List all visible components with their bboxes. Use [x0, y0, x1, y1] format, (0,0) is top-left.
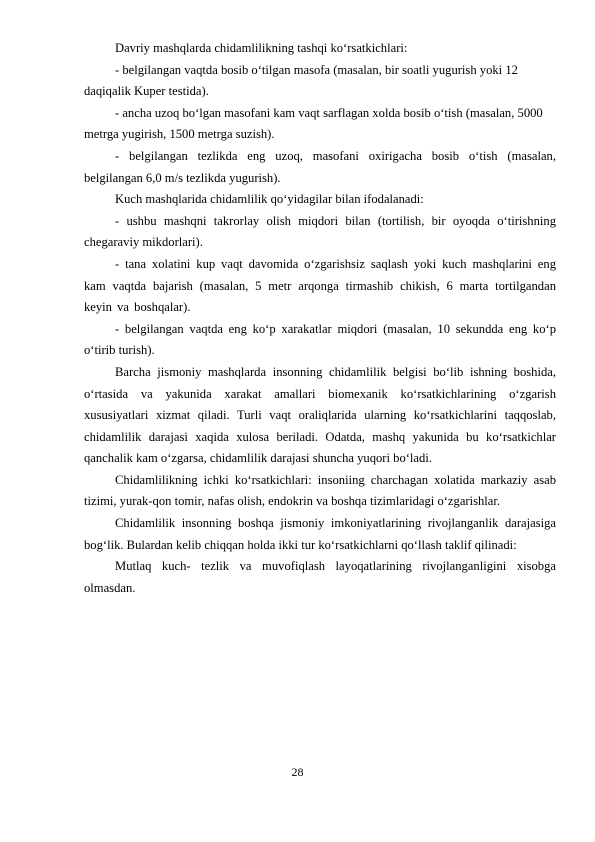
paragraph-strength-heading: Kuch mashqlarida chidamlilik qo‘yidagilar bilan ifodalanadi: — [115, 192, 424, 207]
paragraph-max-movements: - belgilangan vaqtda eng ko‘p xarakatlar miqdori (masalan, 10 sekundda eng ko‘p o‘tirib turish). — [84, 321, 556, 358]
paragraph-dependence: Chidamlilik insonning boshqa jismoniy imkoniyatlarining rivojlanganlik darajasiga bog‘lik. Bulardan kelib chiqqan holda ikki tur ko‘rsatkichlarni qo‘llash taklif qilinadi: — [84, 516, 556, 552]
paragraph-internal-indicators: Chidamlilikning ichki ko‘rsatkichlari: insoniing charchagan xolatida markaziy asab tizimi, yurak-qon tomir, nafas olish, endokrin va boshqa tizimlaridagi o‘zgarishlar. — [84, 472, 556, 509]
paragraph-absolute: Mutlaq kuch- tezlik va muvofiqlash layoqatlarining rivojlanganligini xisobga olmasdan. — [84, 559, 556, 595]
paragraph-distance-in-time: - belgilangan vaqtda bosib o‘tilgan masofa (masalan, bir soatli yugurish yoki 12 daqiqalik Kuper testida). — [84, 62, 518, 99]
paragraph-body-position: - tana xolatini kup vaqt davomida o‘zgarishsiz saqlash yoki kuch mashqlarini eng kam vaqtda bajarish (masalan, 5 metr arqonga tirmashib chikish, 6 marta tortilgandan keyin va boshqalar). — [84, 256, 556, 315]
paragraph-repetitions: - ushbu mashqni takrorlay olish miqdori bilan (tortilish, bir oyoqda o‘tirishning chegaraviy mikdorlari). — [84, 213, 556, 250]
paragraph-long-distance-short-time: - ancha uzoq bo‘lgan masofani kam vaqt sarflagan xolda bosib o‘tish (masalan, 5000 metrga yugirish, 1500 metrga suzish). — [84, 105, 543, 142]
paragraph-set-speed: - belgilangan tezlikda eng uzoq, masofani oxirigacha bosib o‘tish (masalan, belgilangan 6,0 m/s tezlikda yugurish). — [84, 148, 556, 185]
body-text — [84, 38, 556, 599]
paragraph-biomechanical-indicators: Barcha jismoniy mashqlarda insonning chidamlilik belgisi bo‘lib ishning boshida, o‘rtasida va yakunida xarakat amallari biomexanik ko‘rsatkichlarining o‘zgarish xususiyatlari xizmat qiladi. Turli vaqt oraliqlarida ularning ko‘rsatkichlarini taqqoslab, chidamlilik darajasi xaqida xulosa beriladi. Odatda, mashq yakunida bu ko‘rsatkichlar qanchalik kam o‘zgarsa, chidamlilik darajasi shuncha yuqori bo‘ladi. — [84, 364, 556, 466]
page-number: 28 — [291, 765, 304, 779]
paragraph-endurance-external-heading: Davriy mashqlarda chidamlilikning tashqi ko‘rsatkichlari: — [115, 41, 408, 55]
